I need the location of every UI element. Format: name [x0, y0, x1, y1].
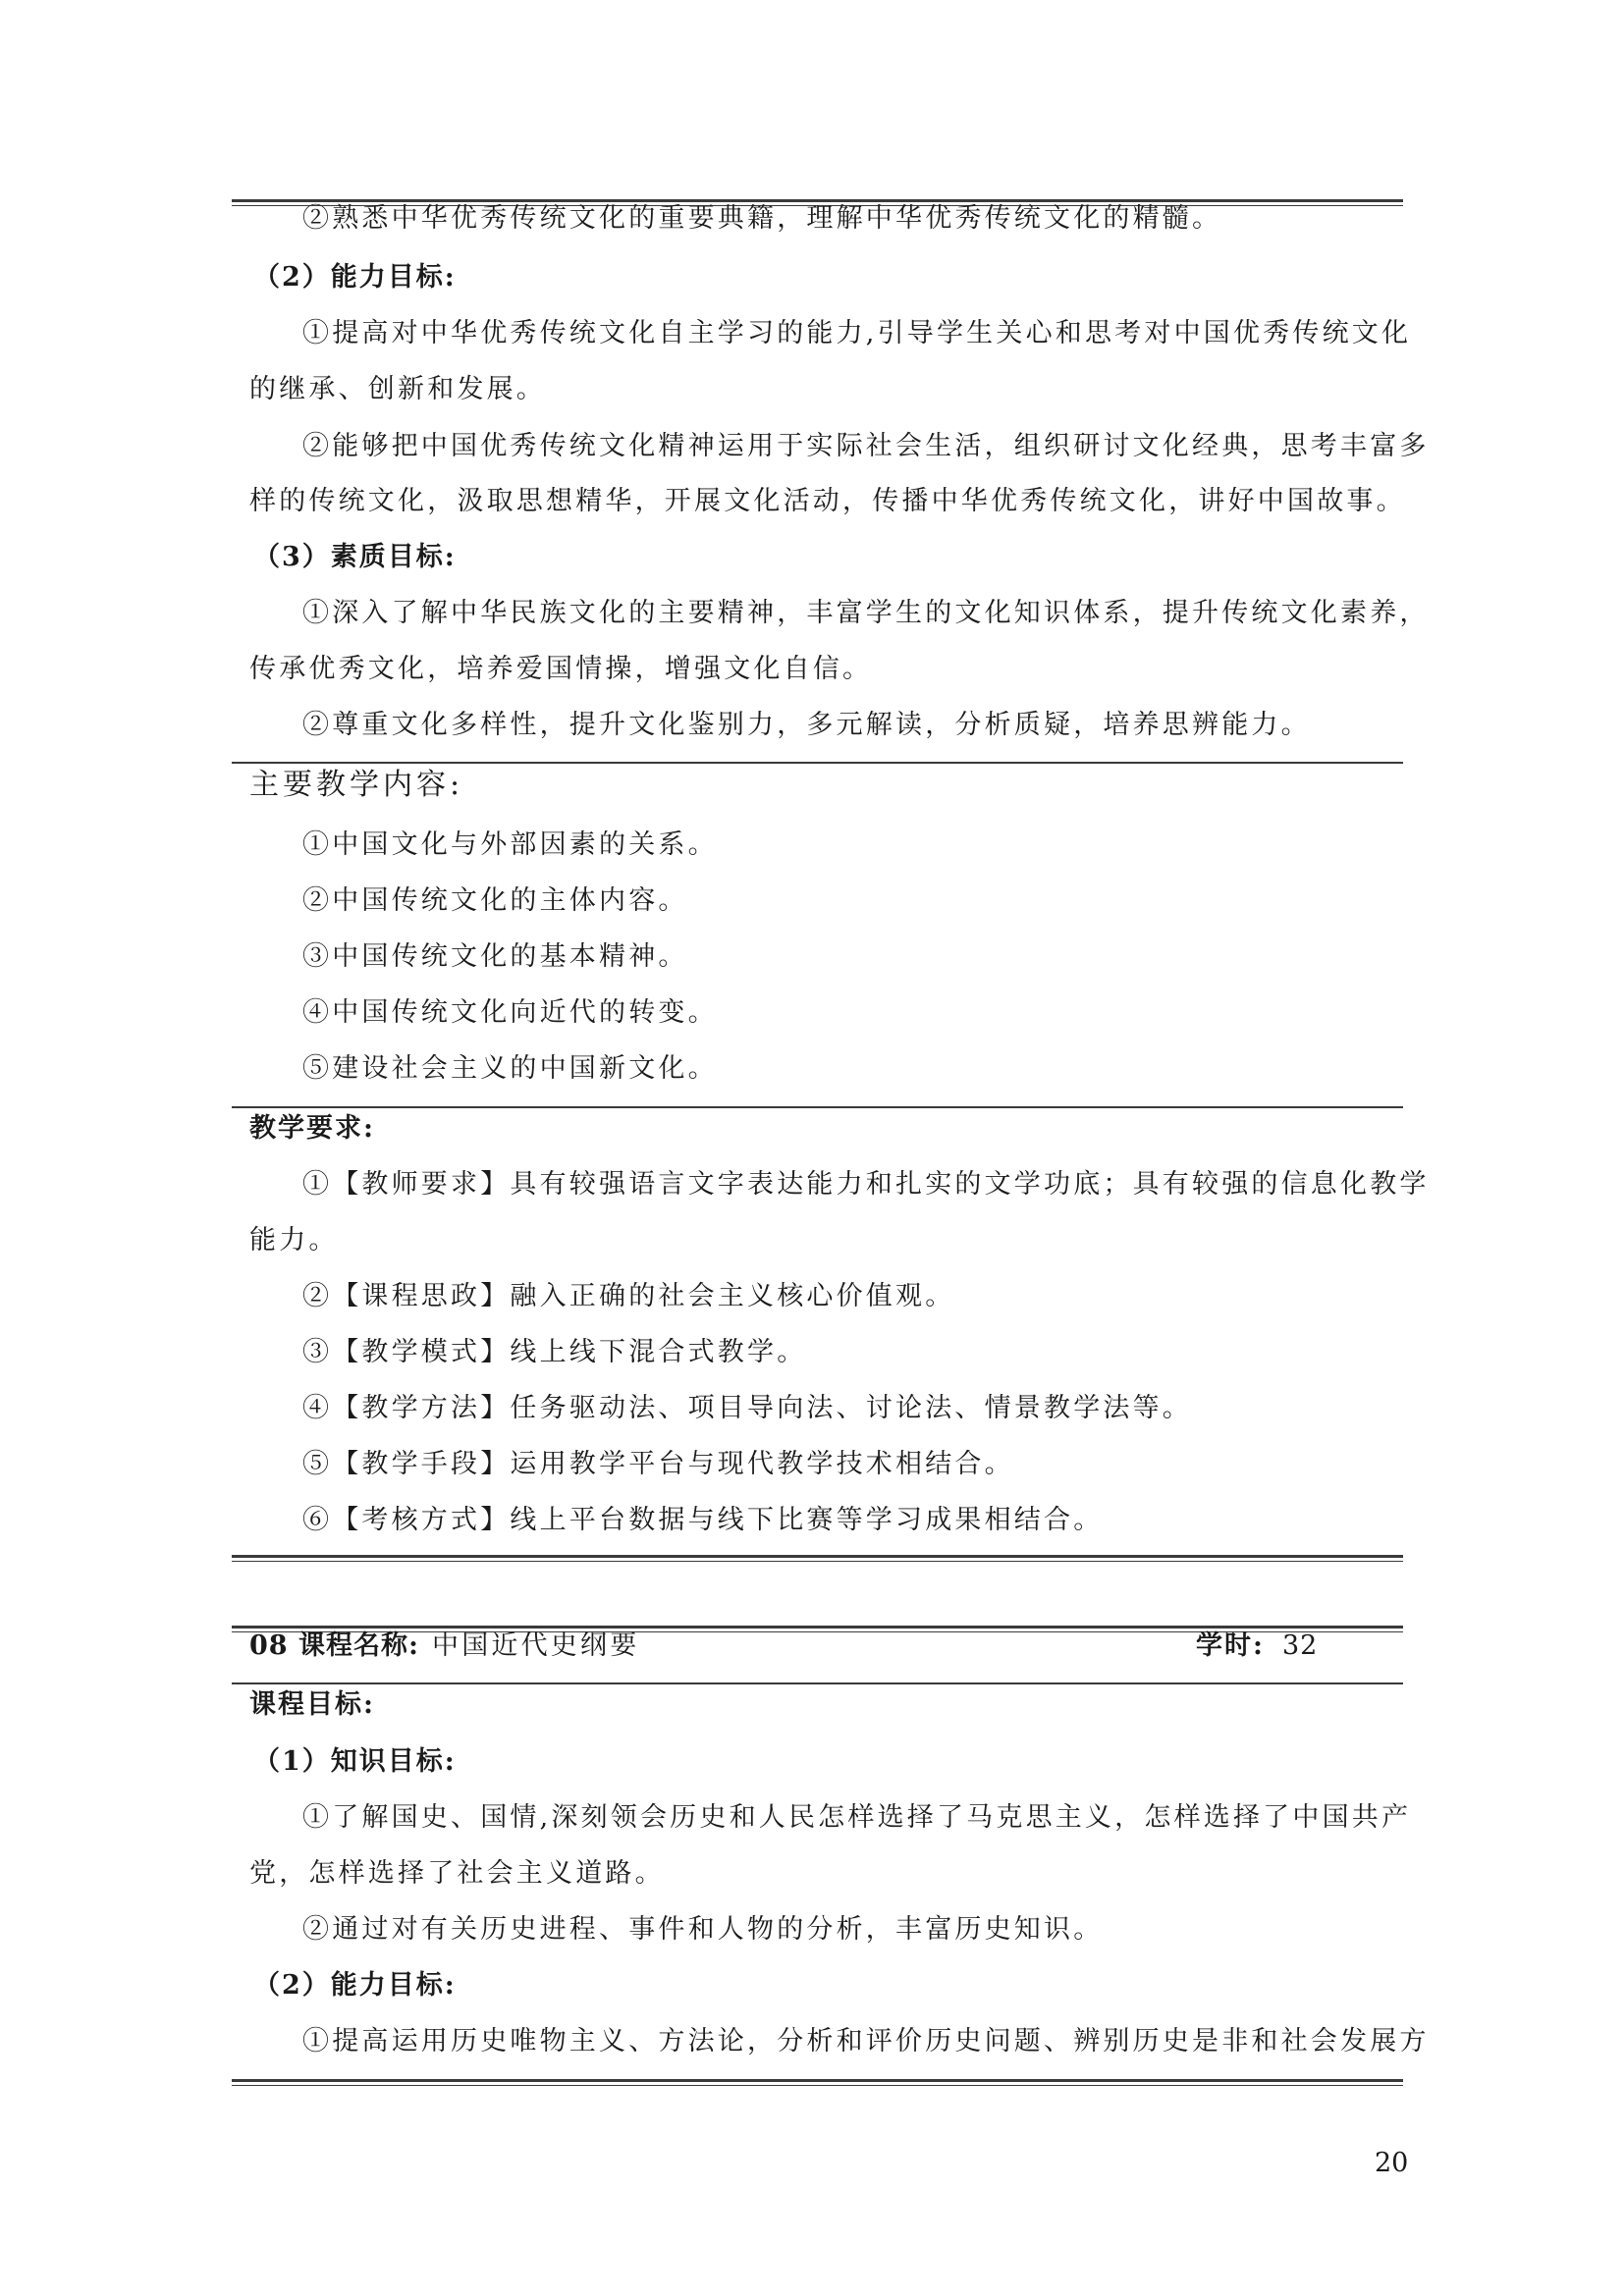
- requirement-item-3: ③【教学模式】线上线下混合式教学。: [302, 1337, 807, 1367]
- requirement-item-4: ④【教学方法】任务驱动法、项目导向法、讨论法、情景教学法等。: [302, 1393, 1192, 1423]
- course-hours-label: 学时:: [1196, 1630, 1265, 1661]
- content-item-5: ⑤建设社会主义的中国新文化。: [302, 1053, 718, 1084]
- course-knowledge-item-1-line1: ①了解国史、国情,深刻领会历史和人民怎样选择了马克思主义，怎样选择了中国共产: [302, 1802, 1412, 1833]
- course-name-value: 中国近代史纲要: [432, 1630, 640, 1661]
- content-item-4: ④中国传统文化向近代的转变。: [302, 997, 718, 1028]
- course-name-label: 08 课程名称:: [249, 1630, 419, 1661]
- requirement-item-2: ②【课程思政】融入正确的社会主义核心价值观。: [302, 1281, 955, 1311]
- section-divider: [232, 762, 1403, 764]
- course-knowledge-item-2: ②通过对有关历史进程、事件和人物的分析，丰富历史知识。: [302, 1914, 1104, 1945]
- requirement-item-1-line2: 能力。: [249, 1225, 339, 1255]
- ability-item-1-line1: ①提高对中华优秀传统文化自主学习的能力,引导学生关心和思考对中国优秀传统文化: [302, 318, 1412, 348]
- quality-item-2: ②尊重文化多样性，提升文化鉴别力，多元解读，分析质疑，培养思辨能力。: [302, 710, 1311, 740]
- content-item-2: ②中国传统文化的主体内容。: [302, 885, 688, 916]
- requirement-item-5: ⑤【教学手段】运用教学平台与现代教学技术相结合。: [302, 1449, 1014, 1479]
- course-goals-heading: 课程目标:: [249, 1689, 375, 1720]
- content-heading: 主要教学内容:: [249, 768, 464, 802]
- content-item-1: ①中国文化与外部因素的关系。: [302, 829, 718, 860]
- course-knowledge-item-1-line2: 党，怎样选择了社会主义道路。: [249, 1858, 665, 1889]
- quality-heading: （3）素质目标:: [253, 542, 457, 572]
- knowledge-item-2: ②熟悉中华优秀传统文化的重要典籍，理解中华优秀传统文化的精髓。: [302, 203, 1222, 234]
- course-hours-value: 32: [1282, 1630, 1319, 1661]
- content-item-3: ③中国传统文化的基本精神。: [302, 941, 688, 972]
- requirement-item-1-line1: ①【教师要求】具有较强语言文字表达能力和扎实的文学功底；具有较强的信息化教学: [302, 1169, 1430, 1200]
- ability-item-2-line2: 样的传统文化，汲取思想精华，开展文化活动，传播中华优秀传统文化，讲好中国故事。: [249, 486, 1406, 516]
- ability-item-1-line2: 的继承、创新和发展。: [249, 374, 546, 404]
- course-knowledge-heading: （1）知识目标:: [253, 1746, 457, 1777]
- requirements-heading: 教学要求:: [249, 1113, 375, 1144]
- ability-item-2-line1: ②能够把中国优秀传统文化精神运用于实际社会生活，组织研讨文化经典，思考丰富多: [302, 431, 1430, 461]
- table-bottom-rule: [232, 1555, 1403, 1562]
- requirement-item-6: ⑥【考核方式】线上平台数据与线下比赛等学习成果相结合。: [302, 1505, 1104, 1535]
- quality-item-1-line2: 传承优秀文化，培养爱国情操，增强文化自信。: [249, 654, 873, 684]
- section-divider: [232, 1106, 1403, 1108]
- page-number: 20: [1375, 2148, 1409, 2178]
- section-divider: [232, 1682, 1403, 1684]
- quality-item-1-line1: ①深入了解中华民族文化的主要精神，丰富学生的文化知识体系，提升传统文化素养，: [302, 598, 1430, 628]
- ability-heading: （2）能力目标:: [253, 262, 457, 293]
- course-ability-heading: （2）能力目标:: [253, 1970, 457, 2001]
- course-ability-item-1-line1: ①提高运用历史唯物主义、方法论，分析和评价历史问题、辨别历史是非和社会发展方: [302, 2026, 1430, 2056]
- page-bottom-rule: [232, 2079, 1403, 2086]
